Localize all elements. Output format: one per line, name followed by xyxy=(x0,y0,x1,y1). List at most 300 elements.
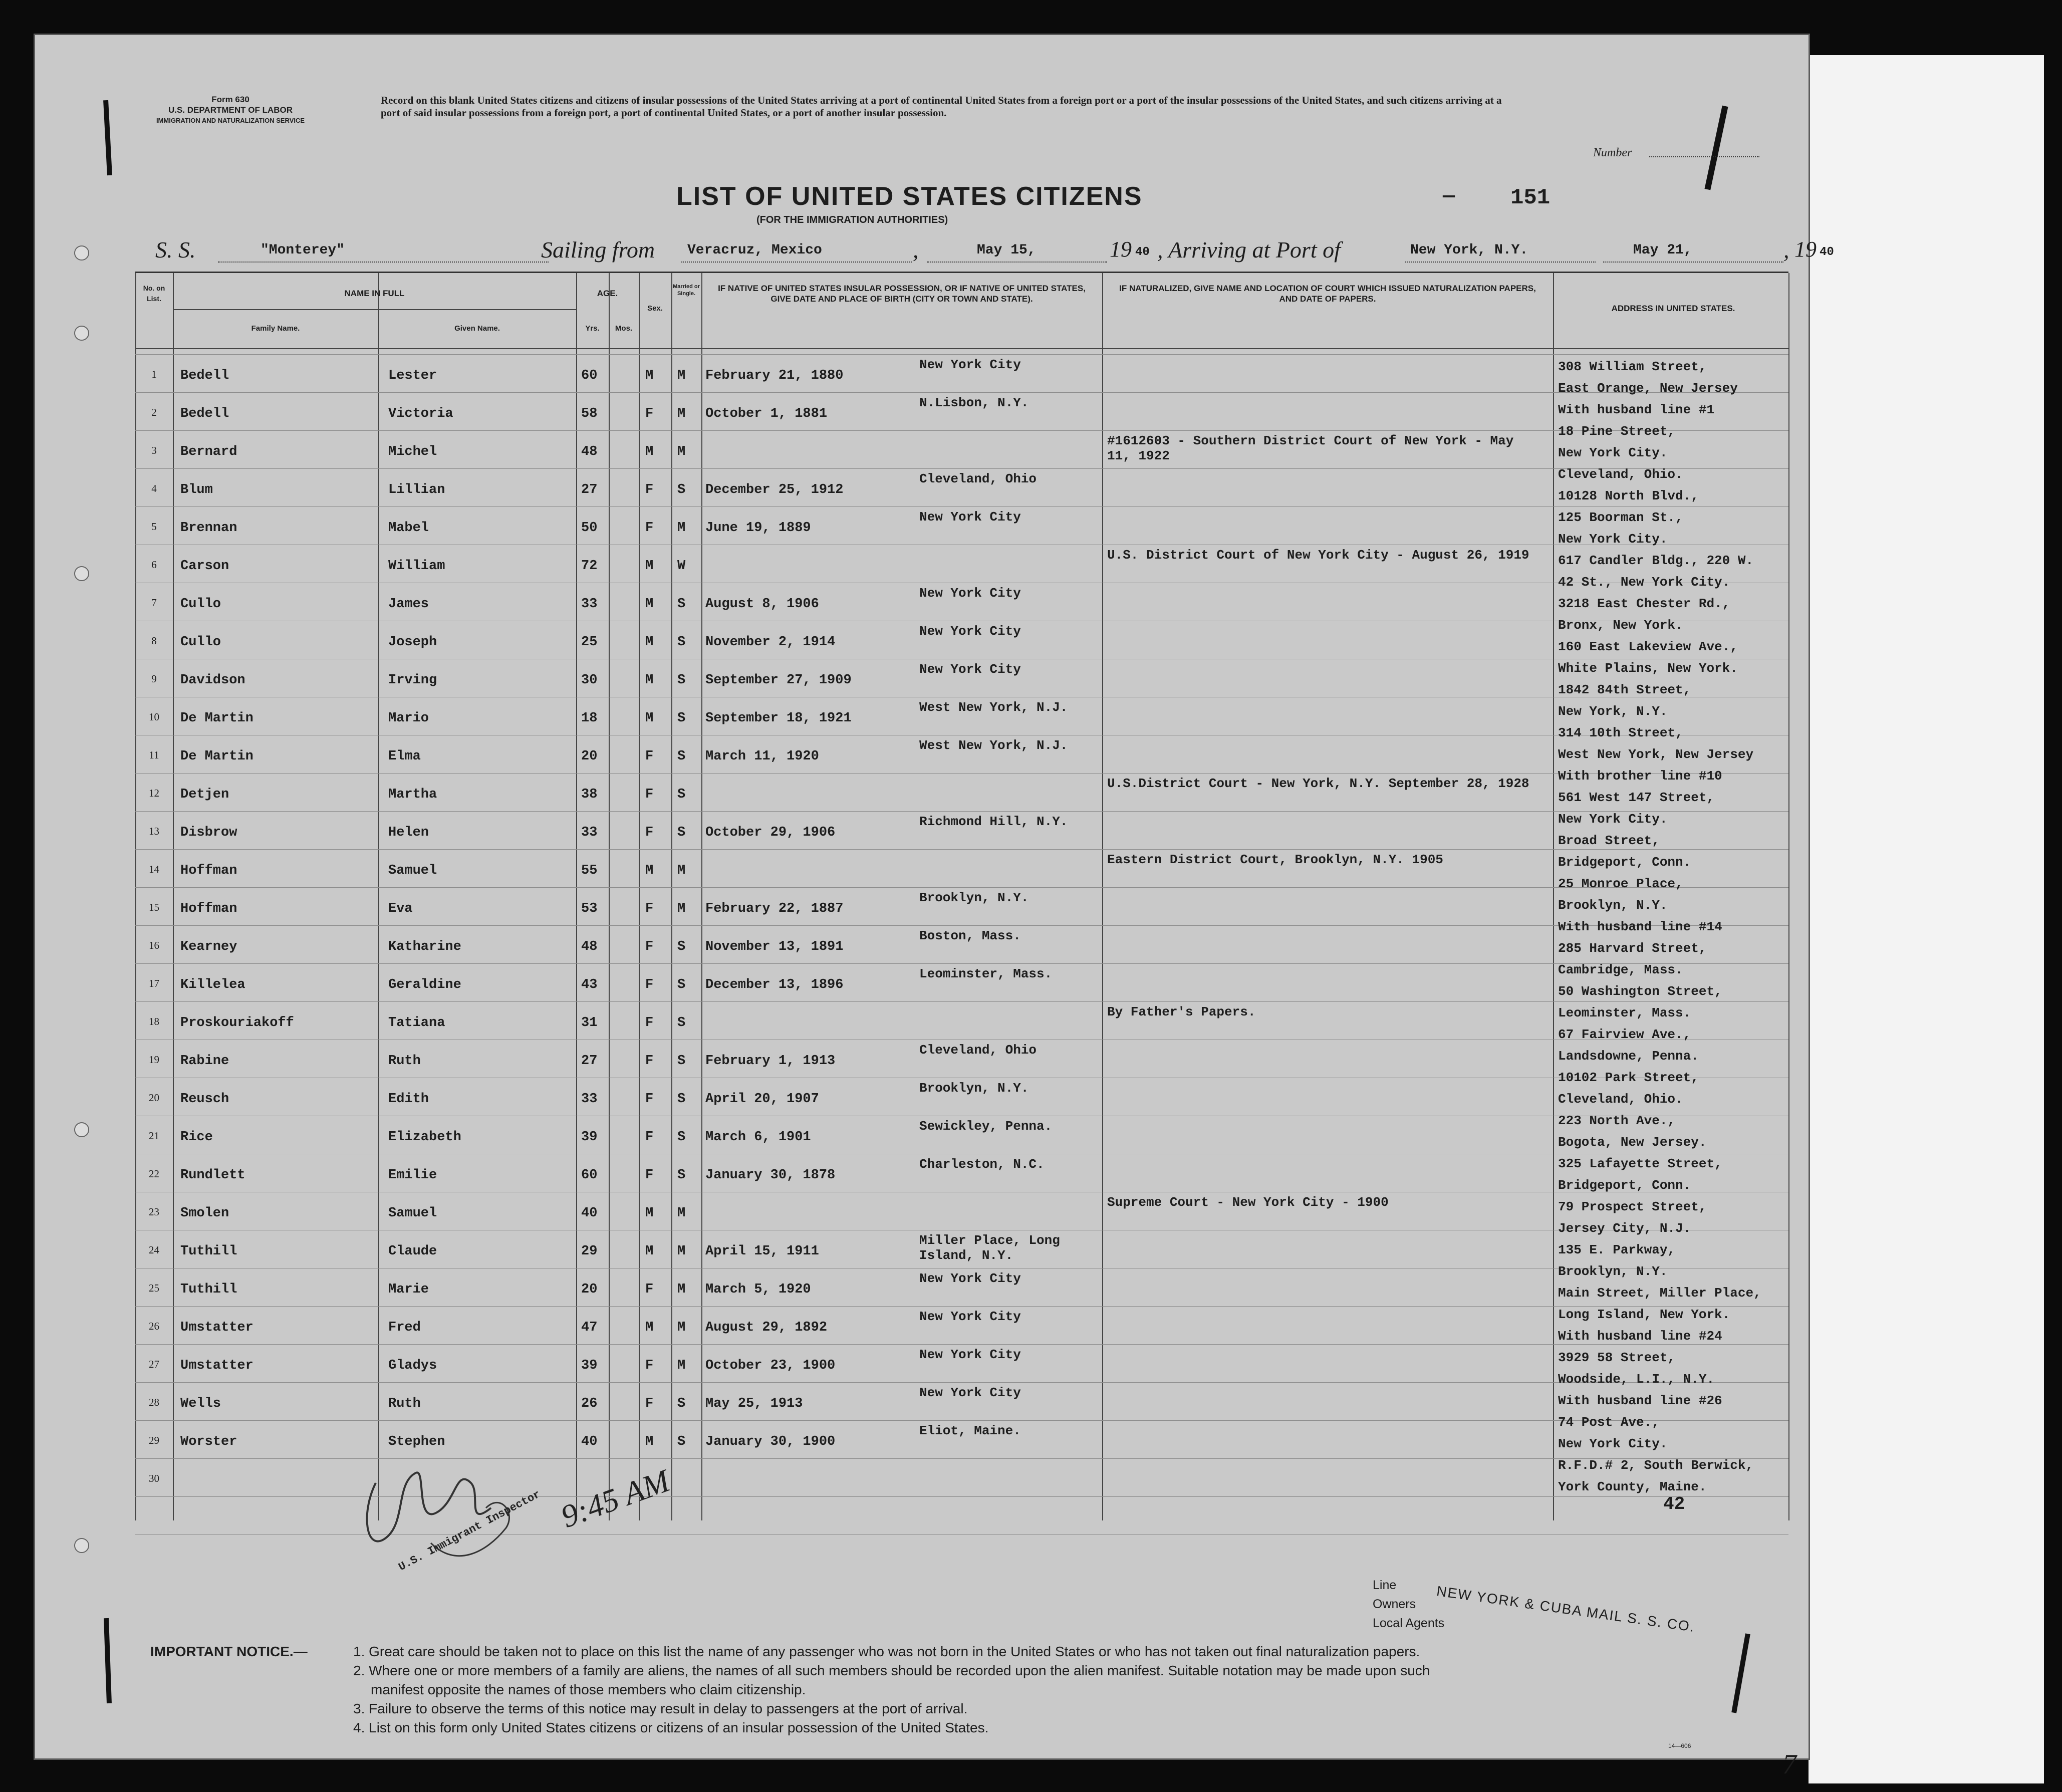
birth-date: October 1, 1881 xyxy=(705,406,828,421)
age-years: 29 xyxy=(581,1244,598,1259)
birth-date: February 21, 1880 xyxy=(705,368,844,383)
address-line: Broad Street, xyxy=(1558,833,1660,848)
sex: F xyxy=(645,1282,654,1297)
marital-status: S xyxy=(677,673,686,688)
marital-status: M xyxy=(677,1282,686,1297)
age-years: 27 xyxy=(581,1054,598,1069)
row-number: 5 xyxy=(151,521,157,533)
address-line: 18 Pine Street, xyxy=(1558,424,1676,439)
sex: M xyxy=(645,863,654,878)
edge-mark xyxy=(1731,1633,1750,1713)
sex: F xyxy=(645,787,654,802)
age-years: 25 xyxy=(581,635,598,650)
birth-place: Eliot, Maine. xyxy=(919,1423,1021,1438)
birth-date: February 1, 1913 xyxy=(705,1054,836,1069)
age-years: 27 xyxy=(581,482,598,497)
address-line: Leominster, Mass. xyxy=(1558,1005,1691,1020)
address-line: Cambridge, Mass. xyxy=(1558,962,1683,977)
birth-place: Brooklyn, N.Y. xyxy=(919,890,1029,905)
family-name: Bedell xyxy=(180,406,229,421)
marital-status: M xyxy=(677,406,686,421)
punch-hole xyxy=(74,1538,89,1553)
address-line: With husband line #14 xyxy=(1558,919,1722,934)
age-years: 58 xyxy=(581,406,598,421)
marital-status: S xyxy=(677,635,686,650)
age-years: 53 xyxy=(581,901,598,916)
birth-place: West New York, N.J. xyxy=(919,700,1068,715)
marital-status: M xyxy=(677,521,686,536)
marital-status: S xyxy=(677,825,686,840)
address-line: 314 10th Street, xyxy=(1558,725,1683,740)
age-years: 39 xyxy=(581,1130,598,1145)
col-header-given: Given Name. xyxy=(454,324,500,333)
birth-date: August 8, 1906 xyxy=(705,597,819,612)
sex: F xyxy=(645,521,654,536)
age-years: 18 xyxy=(581,711,598,726)
given-name: Edith xyxy=(388,1092,429,1107)
birth-place: Charleston, N.C. xyxy=(919,1157,1045,1172)
sex: M xyxy=(645,368,654,383)
naturalization: Supreme Court - New York City - 1900 xyxy=(1107,1195,1389,1210)
punch-hole xyxy=(74,1122,89,1137)
birth-date: February 22, 1887 xyxy=(705,901,844,916)
address-line: Long Island, New York. xyxy=(1558,1307,1730,1322)
notice-label: IMPORTANT NOTICE.— xyxy=(150,1644,308,1659)
birth-date: January 30, 1878 xyxy=(705,1168,836,1183)
age-years: 47 xyxy=(581,1320,598,1335)
family-name: Blum xyxy=(180,482,213,497)
given-name: Mabel xyxy=(388,521,429,536)
address-line: White Plains, New York. xyxy=(1558,661,1738,676)
family-name: Rundlett xyxy=(180,1168,245,1183)
address-line: With husband line #1 xyxy=(1558,402,1715,417)
row-number: 18 xyxy=(149,1015,159,1028)
given-name: Katharine xyxy=(388,939,461,954)
birth-date: March 5, 1920 xyxy=(705,1282,811,1297)
marital-status: W xyxy=(677,559,686,574)
marital-status: S xyxy=(677,939,686,954)
address-line: Bridgeport, Conn. xyxy=(1558,855,1691,870)
family-name: Hoffman xyxy=(180,901,237,916)
family-name: Cullo xyxy=(180,597,221,612)
birth-date: September 27, 1909 xyxy=(705,673,852,688)
given-name: Irving xyxy=(388,673,437,688)
row-number: 16 xyxy=(149,939,159,951)
row-rule xyxy=(135,925,1788,926)
edge-mark xyxy=(104,1618,112,1703)
notice-item-1: 1. Great care should be taken not to place on this list the name of any passenger who was not born in the United States or who has not taken out final naturalization papers. xyxy=(353,1644,1420,1659)
ss-label: S. S. xyxy=(155,237,196,263)
row-number: 22 xyxy=(149,1168,159,1180)
col-header-sex: Sex. xyxy=(647,304,663,313)
family-name: Brennan xyxy=(180,521,237,536)
port-from: Veracruz, Mexico xyxy=(687,242,822,258)
col-header-age: AGE. xyxy=(597,289,618,298)
birth-date: December 13, 1896 xyxy=(705,977,844,992)
age-years: 55 xyxy=(581,863,598,878)
address-line: Bronx, New York. xyxy=(1558,618,1683,633)
given-name: Marie xyxy=(388,1282,429,1297)
family-name: Proskouriakoff xyxy=(180,1015,294,1031)
row-number: 25 xyxy=(149,1282,159,1294)
family-name: Hoffman xyxy=(180,863,237,878)
birth-place: New York City xyxy=(919,662,1021,677)
back-sheet xyxy=(1809,55,2044,1783)
family-name: Rabine xyxy=(180,1054,229,1069)
address-line: 1842 84th Street, xyxy=(1558,682,1691,697)
sail-year-prefix: 19 xyxy=(1110,237,1132,262)
sex: F xyxy=(645,1168,654,1183)
row-rule xyxy=(135,1001,1788,1002)
given-name: Victoria xyxy=(388,406,453,421)
passenger-table xyxy=(135,272,1788,1520)
row-number: 11 xyxy=(149,749,159,761)
marital-status: M xyxy=(677,1358,686,1373)
marital-status: M xyxy=(677,901,686,916)
sex: M xyxy=(645,1434,654,1449)
page-subtitle: (FOR THE IMMIGRATION AUTHORITIES) xyxy=(756,214,948,225)
birth-date: April 20, 1907 xyxy=(705,1092,819,1107)
address-line: Woodside, L.I., N.Y. xyxy=(1558,1372,1715,1387)
row-number: 10 xyxy=(149,711,159,723)
address-line: 3929 58 Street, xyxy=(1558,1350,1676,1365)
address-line: West New York, New Jersey xyxy=(1558,747,1754,762)
row-rule xyxy=(135,506,1788,507)
sex: F xyxy=(645,1358,654,1373)
sex: F xyxy=(645,1396,654,1411)
row-number: 20 xyxy=(149,1092,159,1104)
department-name: U.S. DEPARTMENT OF LABOR xyxy=(168,105,293,115)
arriving-label: , Arriving at Port of xyxy=(1157,237,1341,263)
birth-place: New York City xyxy=(919,586,1021,601)
marital-status: M xyxy=(677,368,686,383)
birth-place: New York City xyxy=(919,1347,1021,1362)
corner-mark: 7 xyxy=(1782,1749,1796,1780)
address-line: With husband line #24 xyxy=(1558,1329,1722,1344)
marital-status: S xyxy=(677,1434,686,1449)
marital-status: S xyxy=(677,482,686,497)
address-line: New York City. xyxy=(1558,1436,1668,1451)
family-name: Killelea xyxy=(180,977,245,992)
col-header-birth: IF NATIVE OF UNITED STATES INSULAR POSSESSION, OR IF NATIVE OF UNITED STATES, GIVE DATE AND PLACE OF BIRTH (CITY OR TOWN AND STATE). xyxy=(718,284,1086,304)
age-years: 48 xyxy=(581,939,598,954)
sex: M xyxy=(645,597,654,612)
sex: M xyxy=(645,635,654,650)
age-years: 38 xyxy=(581,787,598,802)
address-line: 160 East Lakeview Ave., xyxy=(1558,639,1738,654)
birth-place: Sewickley, Penna. xyxy=(919,1119,1053,1134)
given-name: Michel xyxy=(388,444,437,459)
inspector-signature xyxy=(356,1453,706,1583)
address-line: 10102 Park Street, xyxy=(1558,1070,1699,1085)
row-rule xyxy=(135,773,1788,774)
marital-status: M xyxy=(677,1320,686,1335)
address-line: New York, N.Y. xyxy=(1558,704,1668,719)
notice-item-2-cont: manifest opposite the names of those members who claim citizenship. xyxy=(371,1682,806,1697)
manifest-sheet xyxy=(35,35,1834,1758)
port-to: New York, N.Y. xyxy=(1410,242,1528,258)
birth-date: May 25, 1913 xyxy=(705,1396,803,1411)
col-header-family: Family Name. xyxy=(251,324,300,333)
page-title: LIST OF UNITED STATES CITIZENS xyxy=(676,182,1143,211)
address-line: 79 Prospect Street, xyxy=(1558,1199,1707,1214)
line-label: Line xyxy=(1373,1578,1397,1592)
address-line: 67 Fairview Ave., xyxy=(1558,1027,1691,1042)
address-line: 561 West 147 Street, xyxy=(1558,790,1715,805)
age-years: 20 xyxy=(581,1282,598,1297)
naturalization: U.S. District Court of New York City - August 26, 1919 xyxy=(1107,548,1529,563)
row-number: 29 xyxy=(149,1434,159,1446)
family-name: Bernard xyxy=(180,444,237,459)
row-rule xyxy=(135,1306,1788,1307)
row-number: 23 xyxy=(149,1206,159,1218)
edge-mark xyxy=(1704,106,1728,190)
birth-place: New York City xyxy=(919,509,1021,525)
page-number: 151 xyxy=(1510,185,1551,210)
sex: M xyxy=(645,1206,654,1221)
address-line: 223 North Ave., xyxy=(1558,1113,1676,1128)
given-name: Mario xyxy=(388,711,429,726)
given-name: Claude xyxy=(388,1244,437,1259)
address-line: 308 William Street, xyxy=(1558,359,1707,374)
notice-item-2: 2. Where one or more members of a family are aliens, the names of all such members should be recorded upon the alien manifest. Suitable notation may be made upon such xyxy=(353,1663,1430,1678)
address-line: 325 Lafayette Street, xyxy=(1558,1156,1722,1171)
family-name: Kearney xyxy=(180,939,237,954)
sail-date: May 15, xyxy=(977,242,1036,258)
row-rule xyxy=(135,963,1788,964)
birth-date: October 29, 1906 xyxy=(705,825,836,840)
family-name: Detjen xyxy=(180,787,229,802)
age-years: 40 xyxy=(581,1434,598,1449)
birth-date: August 29, 1892 xyxy=(705,1320,828,1335)
address-line: East Orange, New Jersey xyxy=(1558,381,1738,396)
address-line: Bridgeport, Conn. xyxy=(1558,1178,1691,1193)
family-name: Davidson xyxy=(180,673,245,688)
intro-instructions: Record on this blank United States citizens and citizens of insular possessions of the United States arriving at a port of continental United States from a foreign port or a port of the insular possessions of the United States, and such citizens arriving at a port of said insular possessions from a foreign port, a port of continental United States, or a port of another insular possession. xyxy=(381,94,1502,119)
arrive-year-prefix: 19 xyxy=(1794,237,1817,262)
birth-place: New York City xyxy=(919,1309,1021,1324)
page-dash: — xyxy=(1443,185,1455,208)
address-line: New York City. xyxy=(1558,812,1668,827)
sex: M xyxy=(645,673,654,688)
age-years: 33 xyxy=(581,825,598,840)
address-line: Bogota, New Jersey. xyxy=(1558,1135,1707,1150)
marital-status: M xyxy=(677,1244,686,1259)
form-code: 14—606 xyxy=(1668,1742,1691,1749)
address-line: R.F.D.# 2, South Berwick, xyxy=(1558,1458,1754,1473)
birth-date: April 15, 1911 xyxy=(705,1244,819,1259)
age-years: 48 xyxy=(581,444,598,459)
col-header-yrs: Yrs. xyxy=(585,324,600,333)
col-header-married: Married or Single. xyxy=(673,284,700,297)
naturalization: U.S.District Court - New York, N.Y. September 28, 1928 xyxy=(1107,776,1529,791)
marital-status: S xyxy=(677,749,686,764)
naturalization: By Father's Papers. xyxy=(1107,1004,1256,1019)
marital-status: M xyxy=(677,863,686,878)
age-years: 40 xyxy=(581,1206,598,1221)
family-name: Umstatter xyxy=(180,1320,253,1335)
row-number: 4 xyxy=(151,482,157,494)
marital-status: S xyxy=(677,1130,686,1145)
row-number: 30 xyxy=(149,1472,159,1484)
given-name: Lester xyxy=(388,368,437,383)
given-name: Fred xyxy=(388,1320,421,1335)
edge-mark xyxy=(103,100,112,175)
given-name: William xyxy=(388,559,445,574)
address-line: Brooklyn, N.Y. xyxy=(1558,1264,1668,1279)
address-line: 42 St., New York City. xyxy=(1558,575,1730,590)
marital-status: S xyxy=(677,977,686,992)
col-header-mos: Mos. xyxy=(615,324,633,333)
row-rule xyxy=(135,1420,1788,1421)
address-line: 125 Boorman St., xyxy=(1558,510,1683,525)
birth-date: June 19, 1889 xyxy=(705,521,811,536)
given-name: Tatiana xyxy=(388,1015,445,1031)
family-name: Disbrow xyxy=(180,825,237,840)
sail-year: 40 xyxy=(1135,245,1150,259)
marital-status: S xyxy=(677,711,686,726)
row-number: 8 xyxy=(151,635,157,647)
sex: F xyxy=(645,939,654,954)
row-number: 6 xyxy=(151,559,157,571)
birth-date: December 25, 1912 xyxy=(705,482,844,497)
owners-label: Owners xyxy=(1373,1597,1416,1611)
row-rule xyxy=(135,887,1788,888)
sex: M xyxy=(645,711,654,726)
address-line: Brooklyn, N.Y. xyxy=(1558,898,1668,913)
row-number: 3 xyxy=(151,444,157,456)
marital-status: S xyxy=(677,787,686,802)
age-years: 26 xyxy=(581,1396,598,1411)
address-line: York County, Maine. xyxy=(1558,1479,1707,1494)
address-line: 617 Candler Bldg., 220 W. xyxy=(1558,553,1754,568)
age-years: 50 xyxy=(581,521,598,536)
number-field xyxy=(1649,156,1759,157)
birth-date: September 18, 1921 xyxy=(705,711,852,726)
address-line: Main Street, Miller Place, xyxy=(1558,1286,1761,1301)
row-rule xyxy=(135,849,1788,850)
sex: F xyxy=(645,1130,654,1145)
inspector-label: U.S. Immigrant Inspector xyxy=(396,1488,543,1574)
row-number: 27 xyxy=(149,1358,159,1370)
row-rule xyxy=(135,430,1788,431)
row-number: 9 xyxy=(151,673,157,685)
birth-date: January 30, 1900 xyxy=(705,1434,836,1449)
address-line: 50 Washington Street, xyxy=(1558,984,1722,999)
family-name: Rice xyxy=(180,1130,213,1145)
sex: F xyxy=(645,1015,654,1031)
row-number: 15 xyxy=(149,901,159,913)
birth-place: Cleveland, Ohio xyxy=(919,471,1037,486)
age-years: 60 xyxy=(581,368,598,383)
sailing-label: Sailing from xyxy=(541,237,655,263)
given-name: Lillian xyxy=(388,482,445,497)
sex: F xyxy=(645,749,654,764)
given-name: Geraldine xyxy=(388,977,461,992)
birth-place: New York City xyxy=(919,1385,1021,1400)
row-rule xyxy=(135,392,1788,393)
arrive-date: May 21, xyxy=(1633,242,1692,258)
notice-item-3: 3. Failure to observe the terms of this notice may result in delay to passengers at the port of arrival. xyxy=(353,1701,968,1716)
address-line: 10128 North Blvd., xyxy=(1558,488,1699,503)
marital-status: S xyxy=(677,1396,686,1411)
given-name: Samuel xyxy=(388,863,437,878)
given-name: Martha xyxy=(388,787,437,802)
marital-status: S xyxy=(677,1015,686,1031)
sex: F xyxy=(645,901,654,916)
birth-place: Richmond Hill, N.Y. xyxy=(919,814,1068,829)
marital-status: S xyxy=(677,1092,686,1107)
birth-place: New York City xyxy=(919,624,1021,639)
row-number: 24 xyxy=(149,1244,159,1256)
birth-place: Brooklyn, N.Y. xyxy=(919,1081,1029,1096)
given-name: Emilie xyxy=(388,1168,437,1183)
col-header-address: ADDRESS IN UNITED STATES. xyxy=(1611,304,1735,313)
row-number: 7 xyxy=(151,597,157,609)
col-header-naturalized: IF NATURALIZED, GIVE NAME AND LOCATION OF COURT WHICH ISSUED NATURALIZATION PAPERS, AND DATE OF PAPERS. xyxy=(1119,284,1536,304)
age-years: 33 xyxy=(581,597,598,612)
arrive-year: 40 xyxy=(1820,245,1834,259)
age-years: 30 xyxy=(581,673,598,688)
family-name: Smolen xyxy=(180,1206,229,1221)
row-number: 14 xyxy=(149,863,159,875)
given-name: James xyxy=(388,597,429,612)
address-line: 3218 East Chester Rd., xyxy=(1558,596,1730,611)
row-rule xyxy=(135,1344,1788,1345)
given-name: Ruth xyxy=(388,1396,421,1411)
family-name: Wells xyxy=(180,1396,221,1411)
col-header-name: NAME IN FULL xyxy=(344,289,405,298)
given-name: Helen xyxy=(388,825,429,840)
row-number: 21 xyxy=(149,1130,159,1142)
family-name: De Martin xyxy=(180,711,253,726)
marital-status: S xyxy=(677,1054,686,1069)
row-number: 19 xyxy=(149,1054,159,1066)
marital-status: M xyxy=(677,444,686,459)
notice-item-4: 4. List on this form only United States citizens or citizens of an insular possession of the United States. xyxy=(353,1720,989,1735)
family-name: Bedell xyxy=(180,368,229,383)
address-line: 135 E. Parkway, xyxy=(1558,1242,1676,1257)
given-name: Elizabeth xyxy=(388,1130,461,1145)
row-rule xyxy=(135,811,1788,812)
birth-date: March 11, 1920 xyxy=(705,749,819,764)
birth-place: N.Lisbon, N.Y. xyxy=(919,395,1029,410)
given-name: Ruth xyxy=(388,1054,421,1069)
sex: M xyxy=(645,559,654,574)
punch-hole xyxy=(74,326,89,341)
age-years: 33 xyxy=(581,1092,598,1107)
sex: F xyxy=(645,482,654,497)
row-rule xyxy=(135,1382,1788,1383)
given-name: Joseph xyxy=(388,635,437,650)
ship-name: "Monterey" xyxy=(261,242,345,258)
sex: F xyxy=(645,406,654,421)
row-rule xyxy=(135,354,1788,355)
birth-place: New York City xyxy=(919,1271,1021,1286)
address-line: Jersey City, N.J. xyxy=(1558,1221,1691,1236)
family-name: Umstatter xyxy=(180,1358,253,1373)
row-number: 1 xyxy=(151,368,157,380)
form-identifier xyxy=(120,94,341,126)
sex: F xyxy=(645,825,654,840)
address-line: 25 Monroe Place, xyxy=(1558,876,1683,891)
col-header-no: No. on List. xyxy=(143,284,165,303)
address-line: New York City. xyxy=(1558,445,1668,460)
given-name: Gladys xyxy=(388,1358,437,1373)
age-years: 31 xyxy=(581,1015,598,1031)
family-name: Tuthill xyxy=(180,1282,237,1297)
marital-status: M xyxy=(677,1206,686,1221)
